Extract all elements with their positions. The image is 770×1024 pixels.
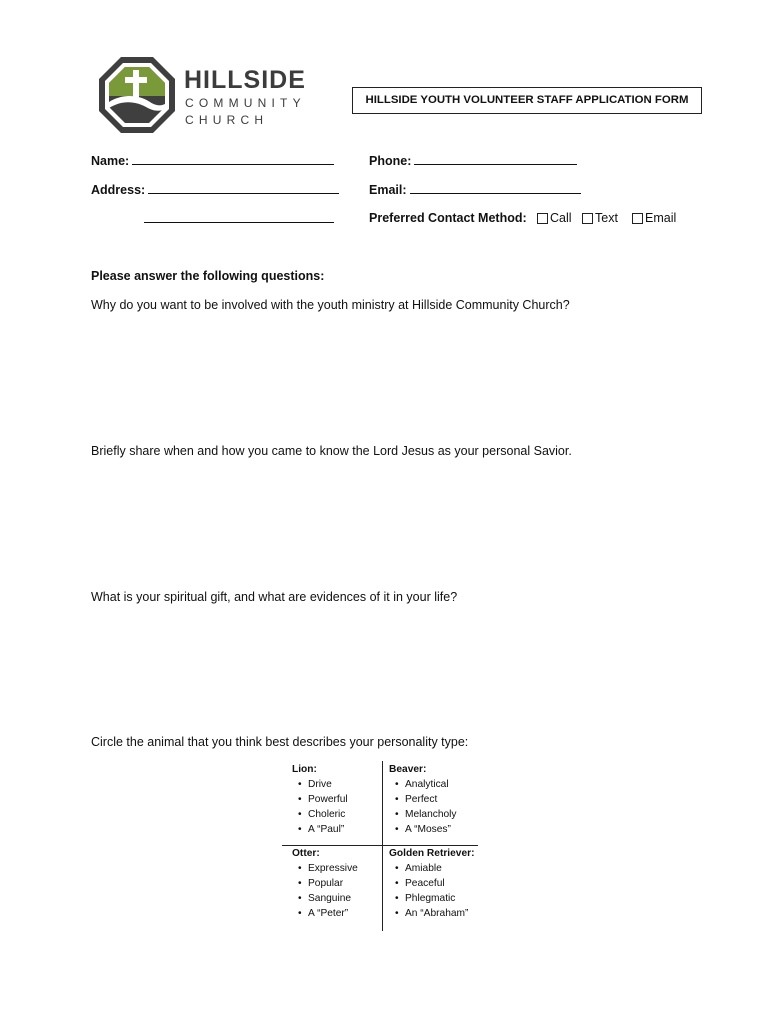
contact-option-email-label: Email xyxy=(645,211,677,225)
phone-field[interactable] xyxy=(369,152,577,169)
address-line-2[interactable] xyxy=(144,210,334,223)
name-label: Name: xyxy=(91,154,130,168)
email-label: Email: xyxy=(369,183,407,197)
address-field-2[interactable] xyxy=(144,210,334,227)
list-item: • Drive xyxy=(292,777,348,792)
email-line[interactable] xyxy=(410,181,581,194)
grid-vertical-divider xyxy=(382,761,383,931)
list-item: • Expressive xyxy=(292,861,358,876)
personality-beaver[interactable] xyxy=(389,762,457,837)
list-item: • A “Paul” xyxy=(292,822,348,837)
otter-title: Otter: xyxy=(292,848,320,859)
name-field[interactable] xyxy=(91,152,334,169)
question-4: Circle the animal that you think best describes your personality type: xyxy=(91,735,469,749)
phone-label: Phone: xyxy=(369,154,412,168)
personality-otter[interactable] xyxy=(292,846,358,921)
contact-option-call-label: Call xyxy=(550,211,572,225)
list-item: • Peaceful xyxy=(389,876,475,891)
brand-name-line1: HILLSIDE xyxy=(184,66,306,94)
list-item: • Sanguine xyxy=(292,891,358,906)
list-item: • Phlegmatic xyxy=(389,891,475,906)
checkbox-text[interactable] xyxy=(582,213,593,224)
contact-option-email[interactable] xyxy=(632,210,676,226)
personality-golden-retriever[interactable] xyxy=(389,846,475,921)
beaver-title: Beaver: xyxy=(389,764,427,775)
email-field[interactable] xyxy=(369,181,581,198)
list-item: • Amiable xyxy=(389,861,475,876)
lion-title: Lion: xyxy=(292,764,317,775)
phone-line[interactable] xyxy=(414,152,577,165)
question-1: Why do you want to be involved with the youth ministry at Hillside Community Church? xyxy=(91,298,570,312)
contact-option-text-label: Text xyxy=(595,211,618,225)
checkbox-call[interactable] xyxy=(537,213,548,224)
list-item: • Powerful xyxy=(292,792,348,807)
questions-heading: Please answer the following questions: xyxy=(91,269,325,283)
list-item: • Choleric xyxy=(292,807,348,822)
list-item: • A “Peter” xyxy=(292,906,358,921)
address-label: Address: xyxy=(91,183,146,197)
golden-retriever-title: Golden Retriever: xyxy=(389,848,475,859)
name-line[interactable] xyxy=(132,152,334,165)
list-item: • Melancholy xyxy=(389,807,457,822)
list-item: • An “Abraham” xyxy=(389,906,475,921)
question-2: Briefly share when and how you came to know the Lord Jesus as your personal Savior. xyxy=(91,444,572,458)
question-3: What is your spiritual gift, and what are evidences of it in your life? xyxy=(91,590,458,604)
list-item: • Popular xyxy=(292,876,358,891)
list-item: • Perfect xyxy=(389,792,457,807)
list-item: • A “Moses” xyxy=(389,822,457,837)
contact-option-text[interactable] xyxy=(582,210,618,226)
contact-method-label: Preferred Contact Method: xyxy=(369,211,527,225)
checkbox-email[interactable] xyxy=(632,213,643,224)
address-field[interactable] xyxy=(91,181,339,198)
brand-name-line2: COMMUNITY xyxy=(185,96,306,110)
contact-option-call[interactable] xyxy=(537,210,572,226)
brand-name-line3: CHURCH xyxy=(185,113,269,127)
personality-lion[interactable] xyxy=(292,762,348,837)
form-title: HILLSIDE YOUTH VOLUNTEER STAFF APPLICATION FORM xyxy=(352,87,702,114)
list-item: • Analytical xyxy=(389,777,457,792)
church-logo-icon xyxy=(98,56,176,134)
address-line-1[interactable] xyxy=(148,181,339,194)
